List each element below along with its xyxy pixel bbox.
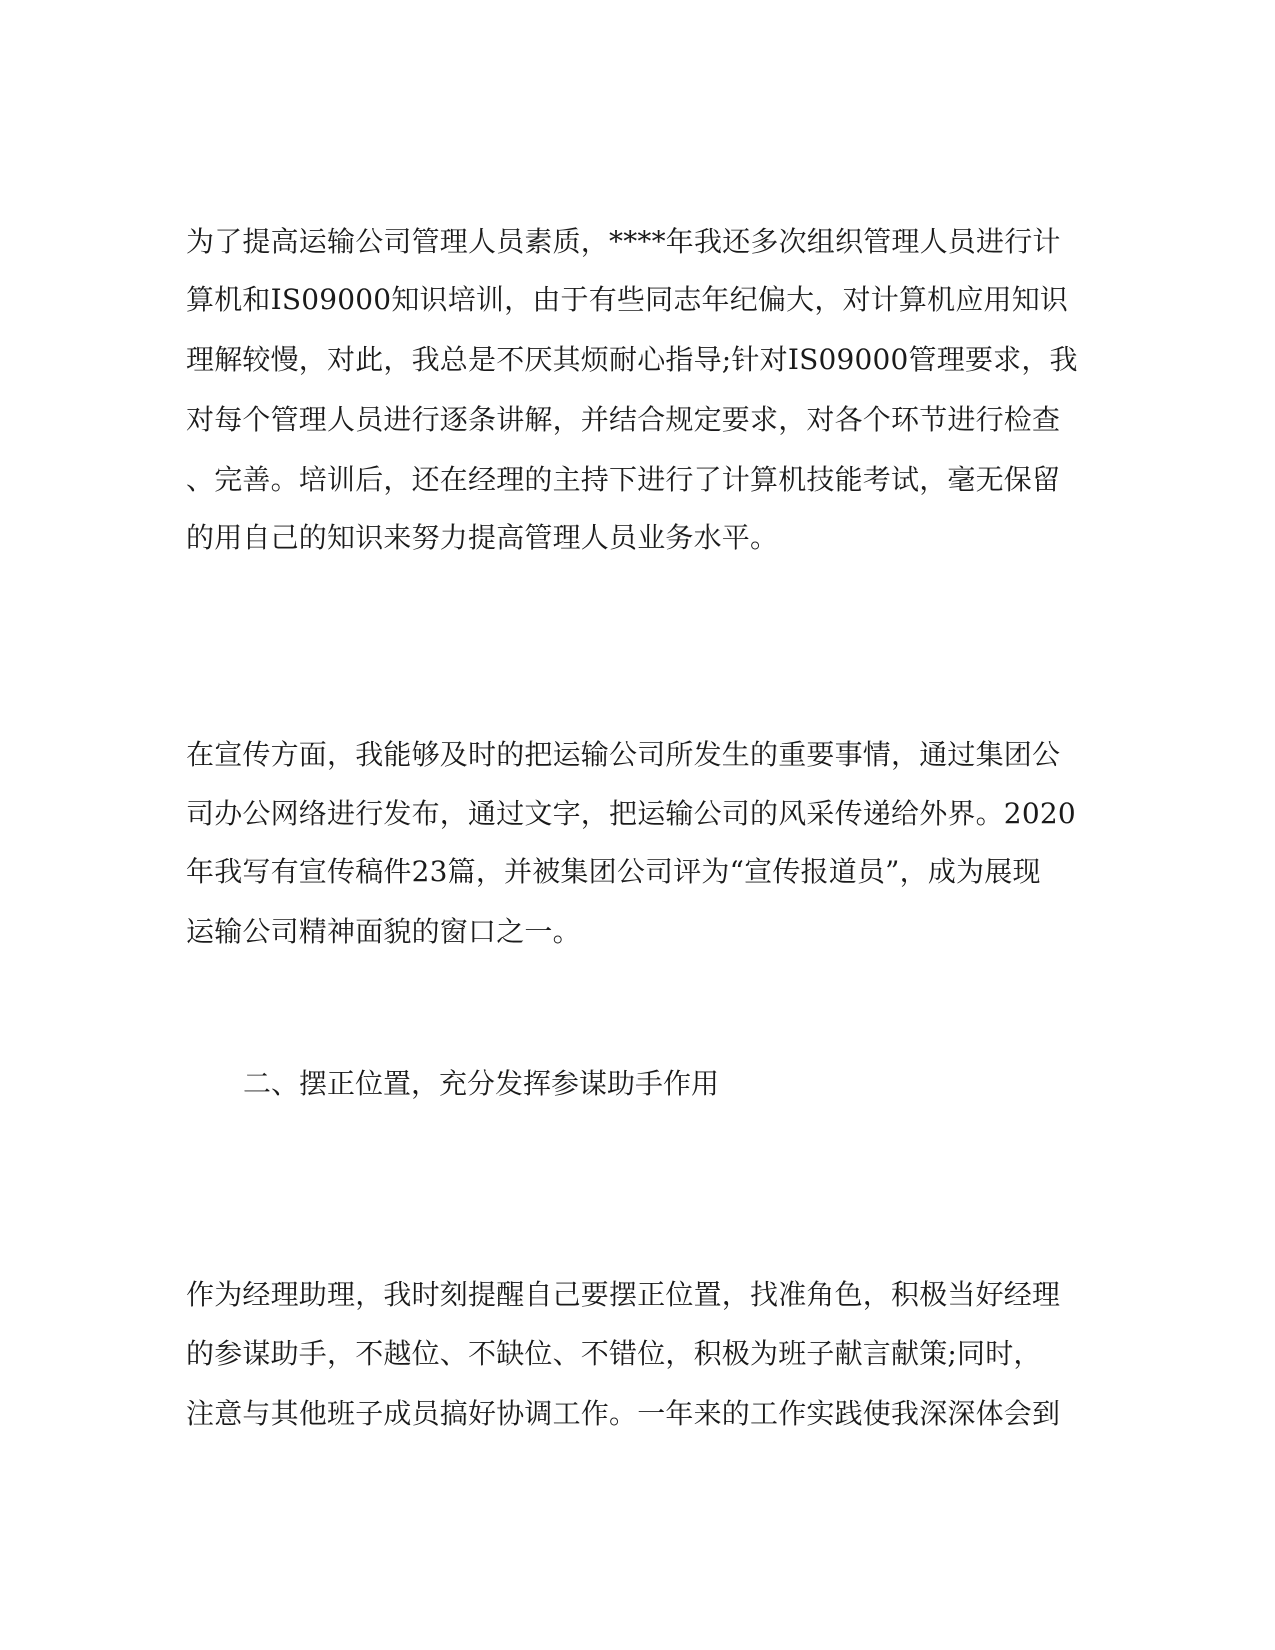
paragraph-3-line-2: 的参谋助手，不越位、不缺位、不错位，积极为班子献言献策;同时， [186, 1337, 1042, 1370]
paragraph-3-line-1: 作为经理助理，我时刻提醒自己要摆正位置，找准角色，积极当好经理 [186, 1278, 1061, 1311]
paragraph-2-line-3: 年我写有宣传稿件23篇，并被集团公司评为“宣传报道员”，成为展现 [186, 855, 1041, 888]
paragraph-2-line-4: 运输公司精神面貌的窗口之一。 [186, 915, 581, 948]
paragraph-1-line-2: 算机和IS09000知识培训，由于有些同志年纪偏大，对计算机应用知识 [186, 283, 1069, 316]
paragraph-2-line-1: 在宣传方面，我能够及时的把运输公司所发生的重要事情，通过集团公 [186, 738, 1061, 771]
paragraph-1-line-4: 对每个管理人员进行逐条讲解，并结合规定要求，对各个环节进行检查 [186, 403, 1061, 436]
section-heading: 二、摆正位置，充分发挥参谋助手作用 [243, 1067, 720, 1100]
paragraph-3-line-3: 注意与其他班子成员搞好协调工作。一年来的工作实践使我深深体会到 [186, 1397, 1061, 1430]
paragraph-1-line-6: 的用自己的知识来努力提高管理人员业务水平。 [186, 521, 779, 554]
paragraph-2-line-2: 司办公网络进行发布，通过文字，把运输公司的风采传递给外界。2020 [186, 797, 1076, 830]
paragraph-1-line-3: 理解较慢，对此，我总是不厌其烦耐心指导;针对IS09000管理要求，我 [186, 343, 1078, 376]
paragraph-1-line-1: 为了提高运输公司管理人员素质，****年我还多次组织管理人员进行计 [186, 225, 1061, 258]
paragraph-1-line-5: 、完善。培训后，还在经理的主持下进行了计算机技能考试，毫无保留 [186, 463, 1061, 496]
